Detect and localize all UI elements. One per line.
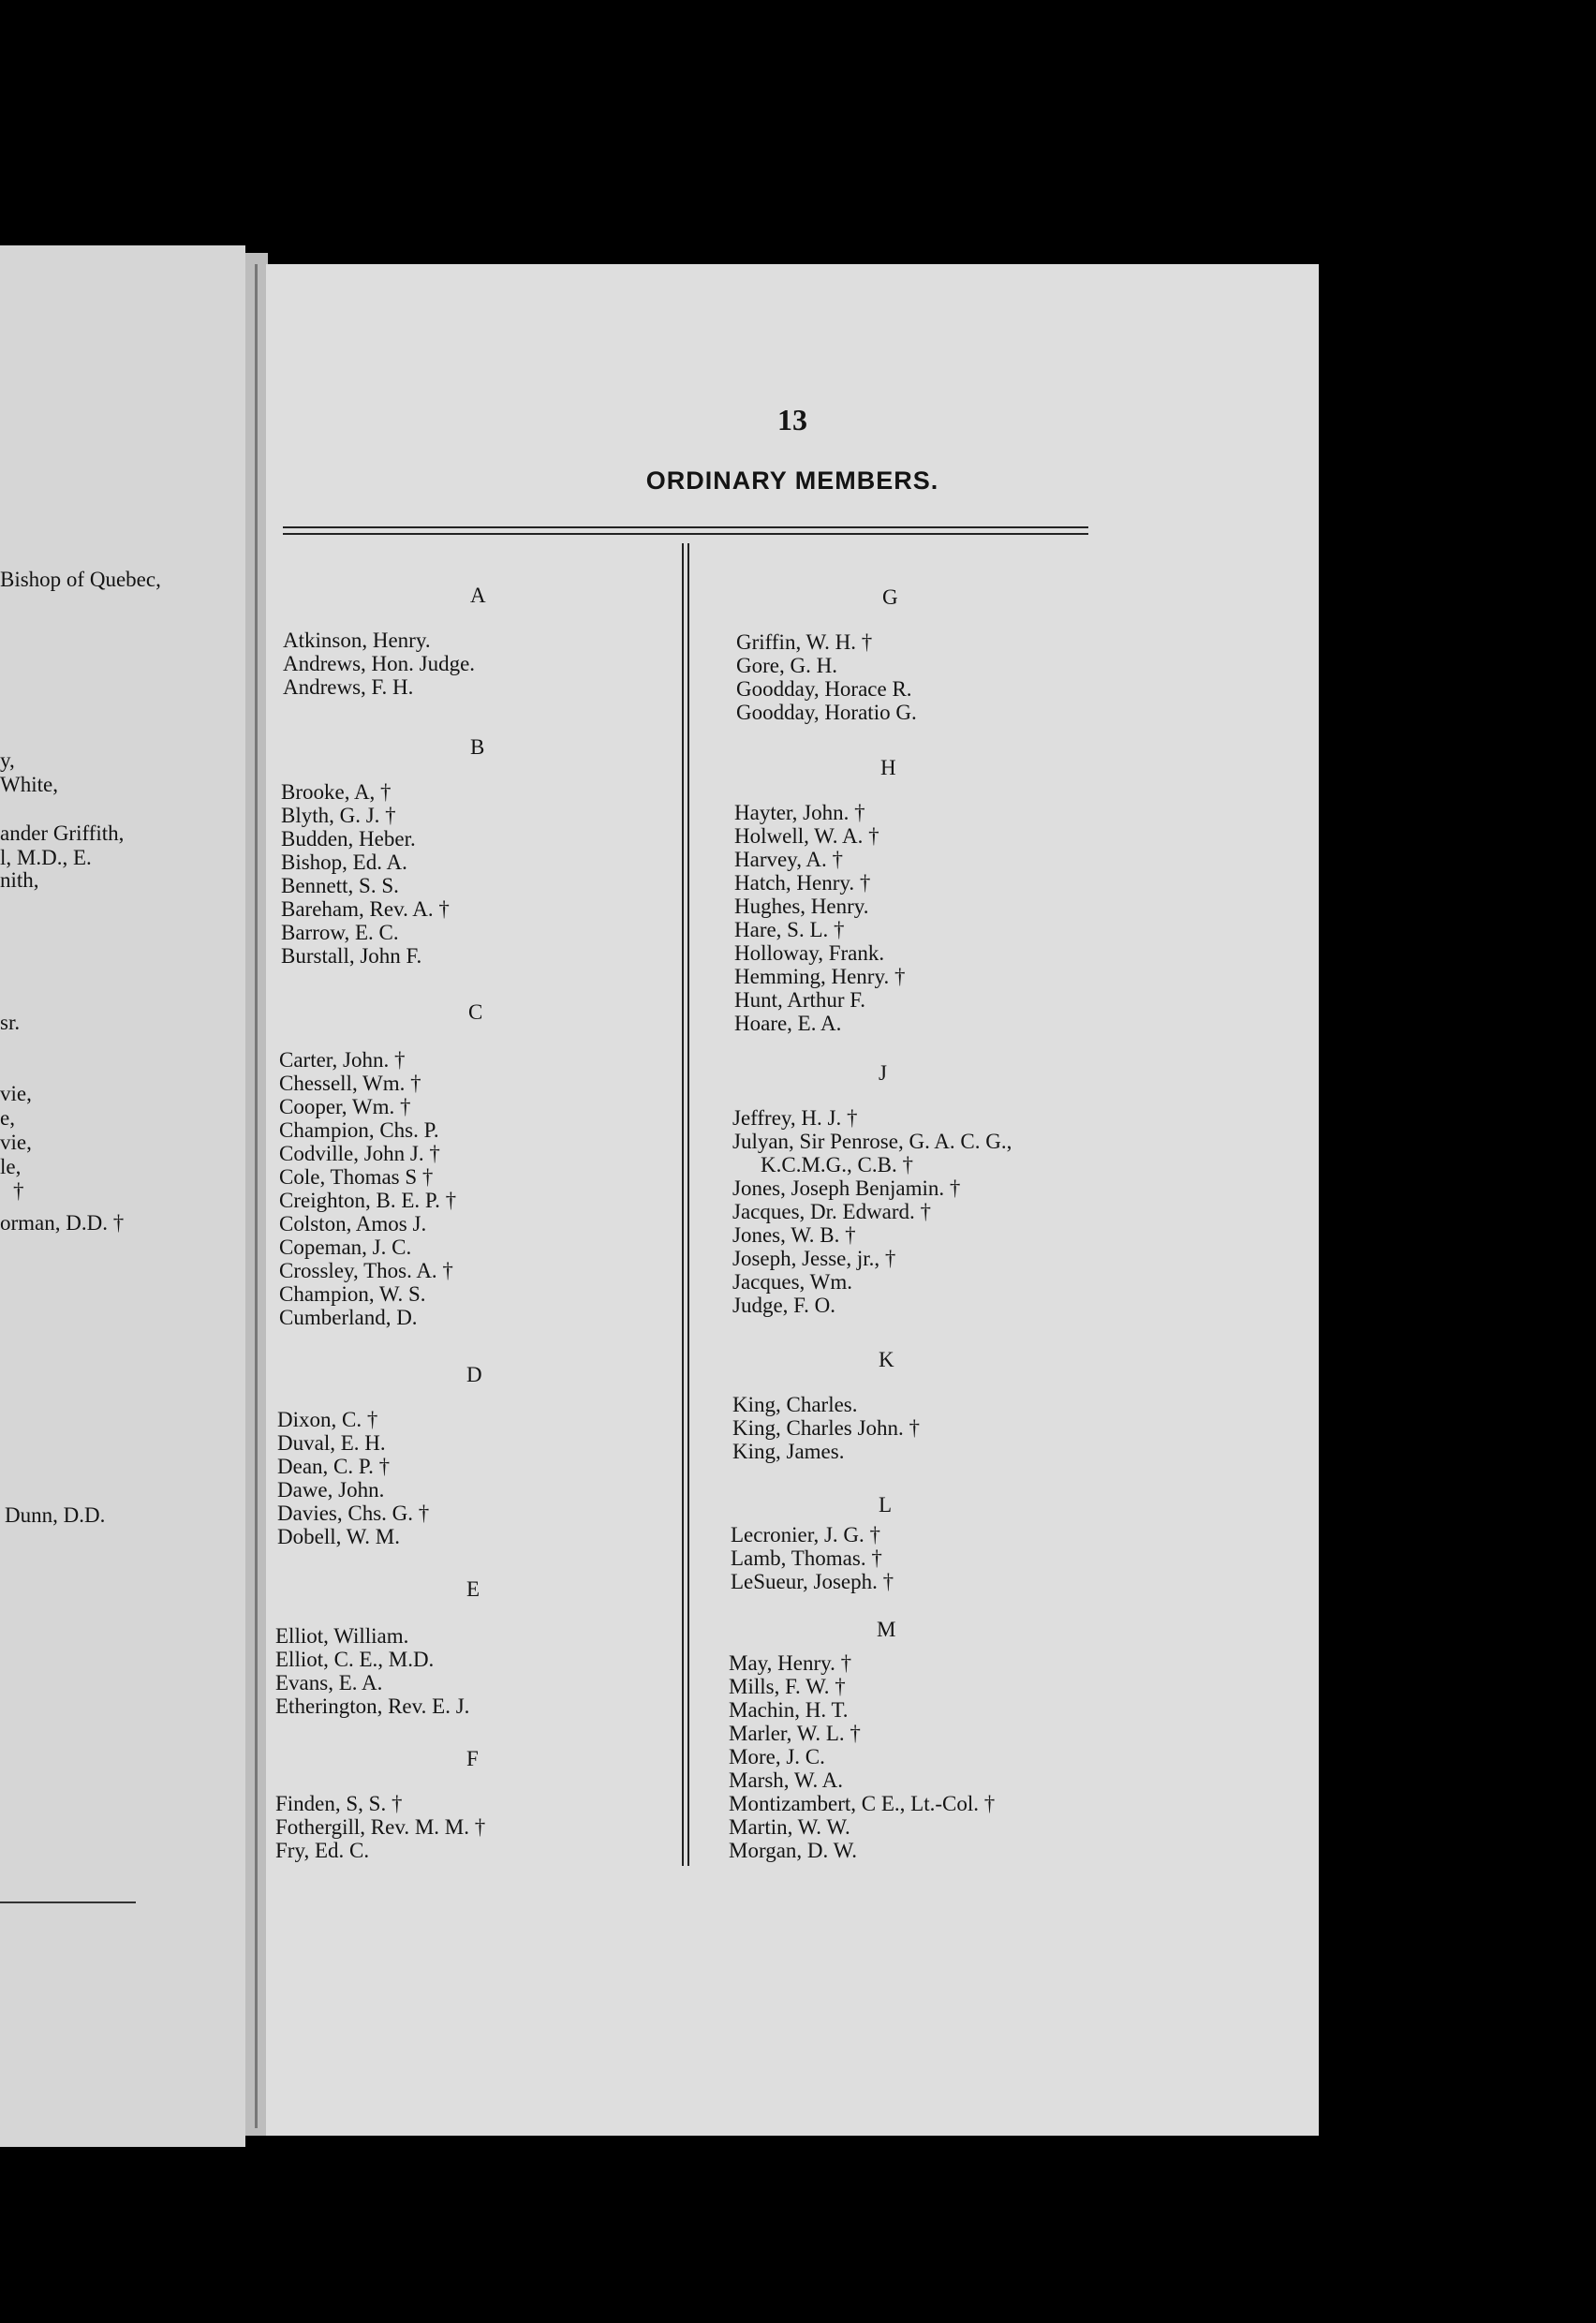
- member-entry: King, Charles John. †: [732, 1416, 920, 1440]
- member-entry: K.C.M.G., C.B. †: [761, 1153, 913, 1176]
- member-entry: King, James.: [732, 1440, 845, 1463]
- member-entry: King, Charles.: [732, 1393, 858, 1416]
- member-entry: Jones, W. B. †: [732, 1223, 856, 1247]
- left-rule: [0, 1901, 136, 1903]
- left-page-fragment: [0, 245, 245, 2147]
- column-divider: [682, 543, 684, 1866]
- member-entry: Crossley, Thos. A. †: [279, 1259, 453, 1282]
- member-entry: Hayter, John. †: [734, 801, 865, 824]
- member-entry: Morgan, D. W.: [729, 1839, 857, 1862]
- member-entry: Brooke, A, †: [281, 780, 392, 804]
- member-entry: Chessell, Wm. †: [279, 1072, 421, 1095]
- member-entry: Evans, E. A.: [275, 1671, 383, 1694]
- member-entry: Dean, C. P. †: [277, 1455, 391, 1478]
- letter-heading: D: [466, 1363, 482, 1386]
- gutter-line: [255, 264, 258, 2128]
- document-page: [266, 264, 1319, 2136]
- left-fragment: l, M.D., E.: [0, 846, 92, 869]
- member-entry: Hemming, Henry. †: [734, 965, 906, 988]
- letter-heading: J: [879, 1061, 887, 1085]
- letter-heading: E: [466, 1577, 480, 1601]
- left-fragment: orman, D.D. †: [0, 1211, 125, 1235]
- column-divider: [687, 543, 689, 1866]
- member-entry: Goodday, Horatio G.: [736, 701, 917, 724]
- letter-heading: L: [879, 1493, 893, 1517]
- member-entry: Judge, F. O.: [732, 1294, 835, 1317]
- member-entry: Jones, Joseph Benjamin. †: [732, 1176, 961, 1200]
- member-entry: Elliot, William.: [275, 1624, 409, 1648]
- left-fragment: Bishop of Quebec,: [0, 568, 161, 591]
- letter-heading: H: [880, 756, 896, 779]
- left-fragment: y,: [0, 748, 15, 772]
- member-entry: Hughes, Henry.: [734, 895, 869, 918]
- member-entry: Julyan, Sir Penrose, G. A. C. G.,: [732, 1130, 1012, 1153]
- member-entry: Blyth, G. J. †: [281, 804, 396, 827]
- member-entry: Finden, S, S. †: [275, 1792, 403, 1815]
- member-entry: Carter, John. †: [279, 1048, 406, 1072]
- member-entry: Andrews, Hon. Judge.: [283, 652, 476, 675]
- member-entry: Mills, F. W. †: [729, 1675, 846, 1698]
- member-entry: Champion, Chs. P.: [279, 1118, 439, 1142]
- member-entry: Burstall, John F.: [281, 944, 422, 968]
- left-fragment: White,: [0, 773, 58, 796]
- page-number: 13: [777, 403, 807, 436]
- letter-heading: C: [468, 1000, 483, 1024]
- member-entry: Bareham, Rev. A. †: [281, 897, 450, 921]
- member-entry: Cooper, Wm. †: [279, 1095, 411, 1118]
- member-entry: Hunt, Arthur F.: [734, 988, 865, 1012]
- member-entry: Atkinson, Henry.: [283, 629, 431, 652]
- member-entry: Jacques, Wm.: [732, 1270, 852, 1294]
- left-fragment: nith,: [0, 868, 39, 892]
- member-entry: Davies, Chs. G. †: [277, 1502, 430, 1525]
- letter-heading: G: [882, 585, 898, 609]
- member-entry: Fothergill, Rev. M. M. †: [275, 1815, 486, 1839]
- member-entry: Hare, S. L. †: [734, 918, 845, 941]
- member-entry: Etherington, Rev. E. J.: [275, 1694, 470, 1718]
- left-fragment: le,: [0, 1155, 22, 1178]
- member-entry: Marler, W. L. †: [729, 1722, 861, 1745]
- member-entry: Copeman, J. C.: [279, 1235, 412, 1259]
- member-entry: Joseph, Jesse, jr., †: [732, 1247, 896, 1270]
- member-entry: Griffin, W. H. †: [736, 630, 873, 654]
- member-entry: Martin, W. W.: [729, 1815, 850, 1839]
- member-entry: Dobell, W. M.: [277, 1525, 400, 1548]
- member-entry: Champion, W. S.: [279, 1282, 426, 1306]
- member-entry: Holwell, W. A. †: [734, 824, 879, 848]
- member-entry: Marsh, W. A.: [729, 1768, 844, 1792]
- member-entry: Goodday, Horace R.: [736, 677, 912, 701]
- member-entry: Codville, John J. †: [279, 1142, 440, 1165]
- member-entry: Budden, Heber.: [281, 827, 416, 851]
- member-entry: Colston, Amos J.: [279, 1212, 427, 1235]
- member-entry: Hatch, Henry. †: [734, 871, 871, 895]
- left-fragment: vie,: [0, 1082, 32, 1105]
- title-rule-top: [283, 526, 1088, 528]
- member-entry: Machin, H. T.: [729, 1698, 849, 1722]
- letter-heading: F: [466, 1747, 479, 1770]
- left-fragment: vie,: [0, 1131, 32, 1154]
- letter-heading: K: [879, 1348, 894, 1371]
- member-entry: May, Henry. †: [729, 1651, 852, 1675]
- letter-heading: M: [877, 1618, 896, 1641]
- title-rule-bottom: [283, 533, 1088, 535]
- member-entry: Fry, Ed. C.: [275, 1839, 370, 1862]
- member-entry: LeSueur, Joseph. †: [731, 1570, 894, 1593]
- member-entry: Hoare, E. A.: [734, 1012, 842, 1035]
- letter-heading: A: [470, 584, 486, 607]
- member-entry: Bennett, S. S.: [281, 874, 399, 897]
- left-fragment: e,: [0, 1106, 15, 1130]
- section-title: ORDINARY MEMBERS.: [645, 466, 939, 495]
- left-fragment: sr.: [0, 1011, 21, 1034]
- left-fragment: †: [13, 1179, 24, 1203]
- member-entry: Lamb, Thomas. †: [731, 1546, 882, 1570]
- member-entry: Dixon, C. †: [277, 1408, 378, 1431]
- member-entry: Montizambert, C E., Lt.-Col. †: [729, 1792, 996, 1815]
- member-entry: Bishop, Ed. A.: [281, 851, 407, 874]
- member-entry: Barrow, E. C.: [281, 921, 399, 944]
- member-entry: Jeffrey, H. J. †: [732, 1106, 858, 1130]
- member-entry: Duval, E. H.: [277, 1431, 386, 1455]
- member-entry: Creighton, B. E. P. †: [279, 1189, 457, 1212]
- member-entry: More, J. C.: [729, 1745, 825, 1768]
- member-entry: Cole, Thomas S †: [279, 1165, 434, 1189]
- member-entry: Cumberland, D.: [279, 1306, 418, 1329]
- member-entry: Elliot, C. E., M.D.: [275, 1648, 435, 1671]
- member-entry: Holloway, Frank.: [734, 941, 885, 965]
- letter-heading: B: [470, 735, 485, 759]
- member-entry: Dawe, John.: [277, 1478, 385, 1502]
- member-entry: Gore, G. H.: [736, 654, 837, 677]
- member-entry: Andrews, F. H.: [283, 675, 414, 699]
- member-entry: Jacques, Dr. Edward. †: [732, 1200, 932, 1223]
- member-entry: Harvey, A. †: [734, 848, 844, 871]
- left-fragment: Dunn, D.D.: [5, 1503, 106, 1527]
- left-fragment: ander Griffith,: [0, 821, 125, 845]
- member-entry: Lecronier, J. G. †: [731, 1523, 881, 1546]
